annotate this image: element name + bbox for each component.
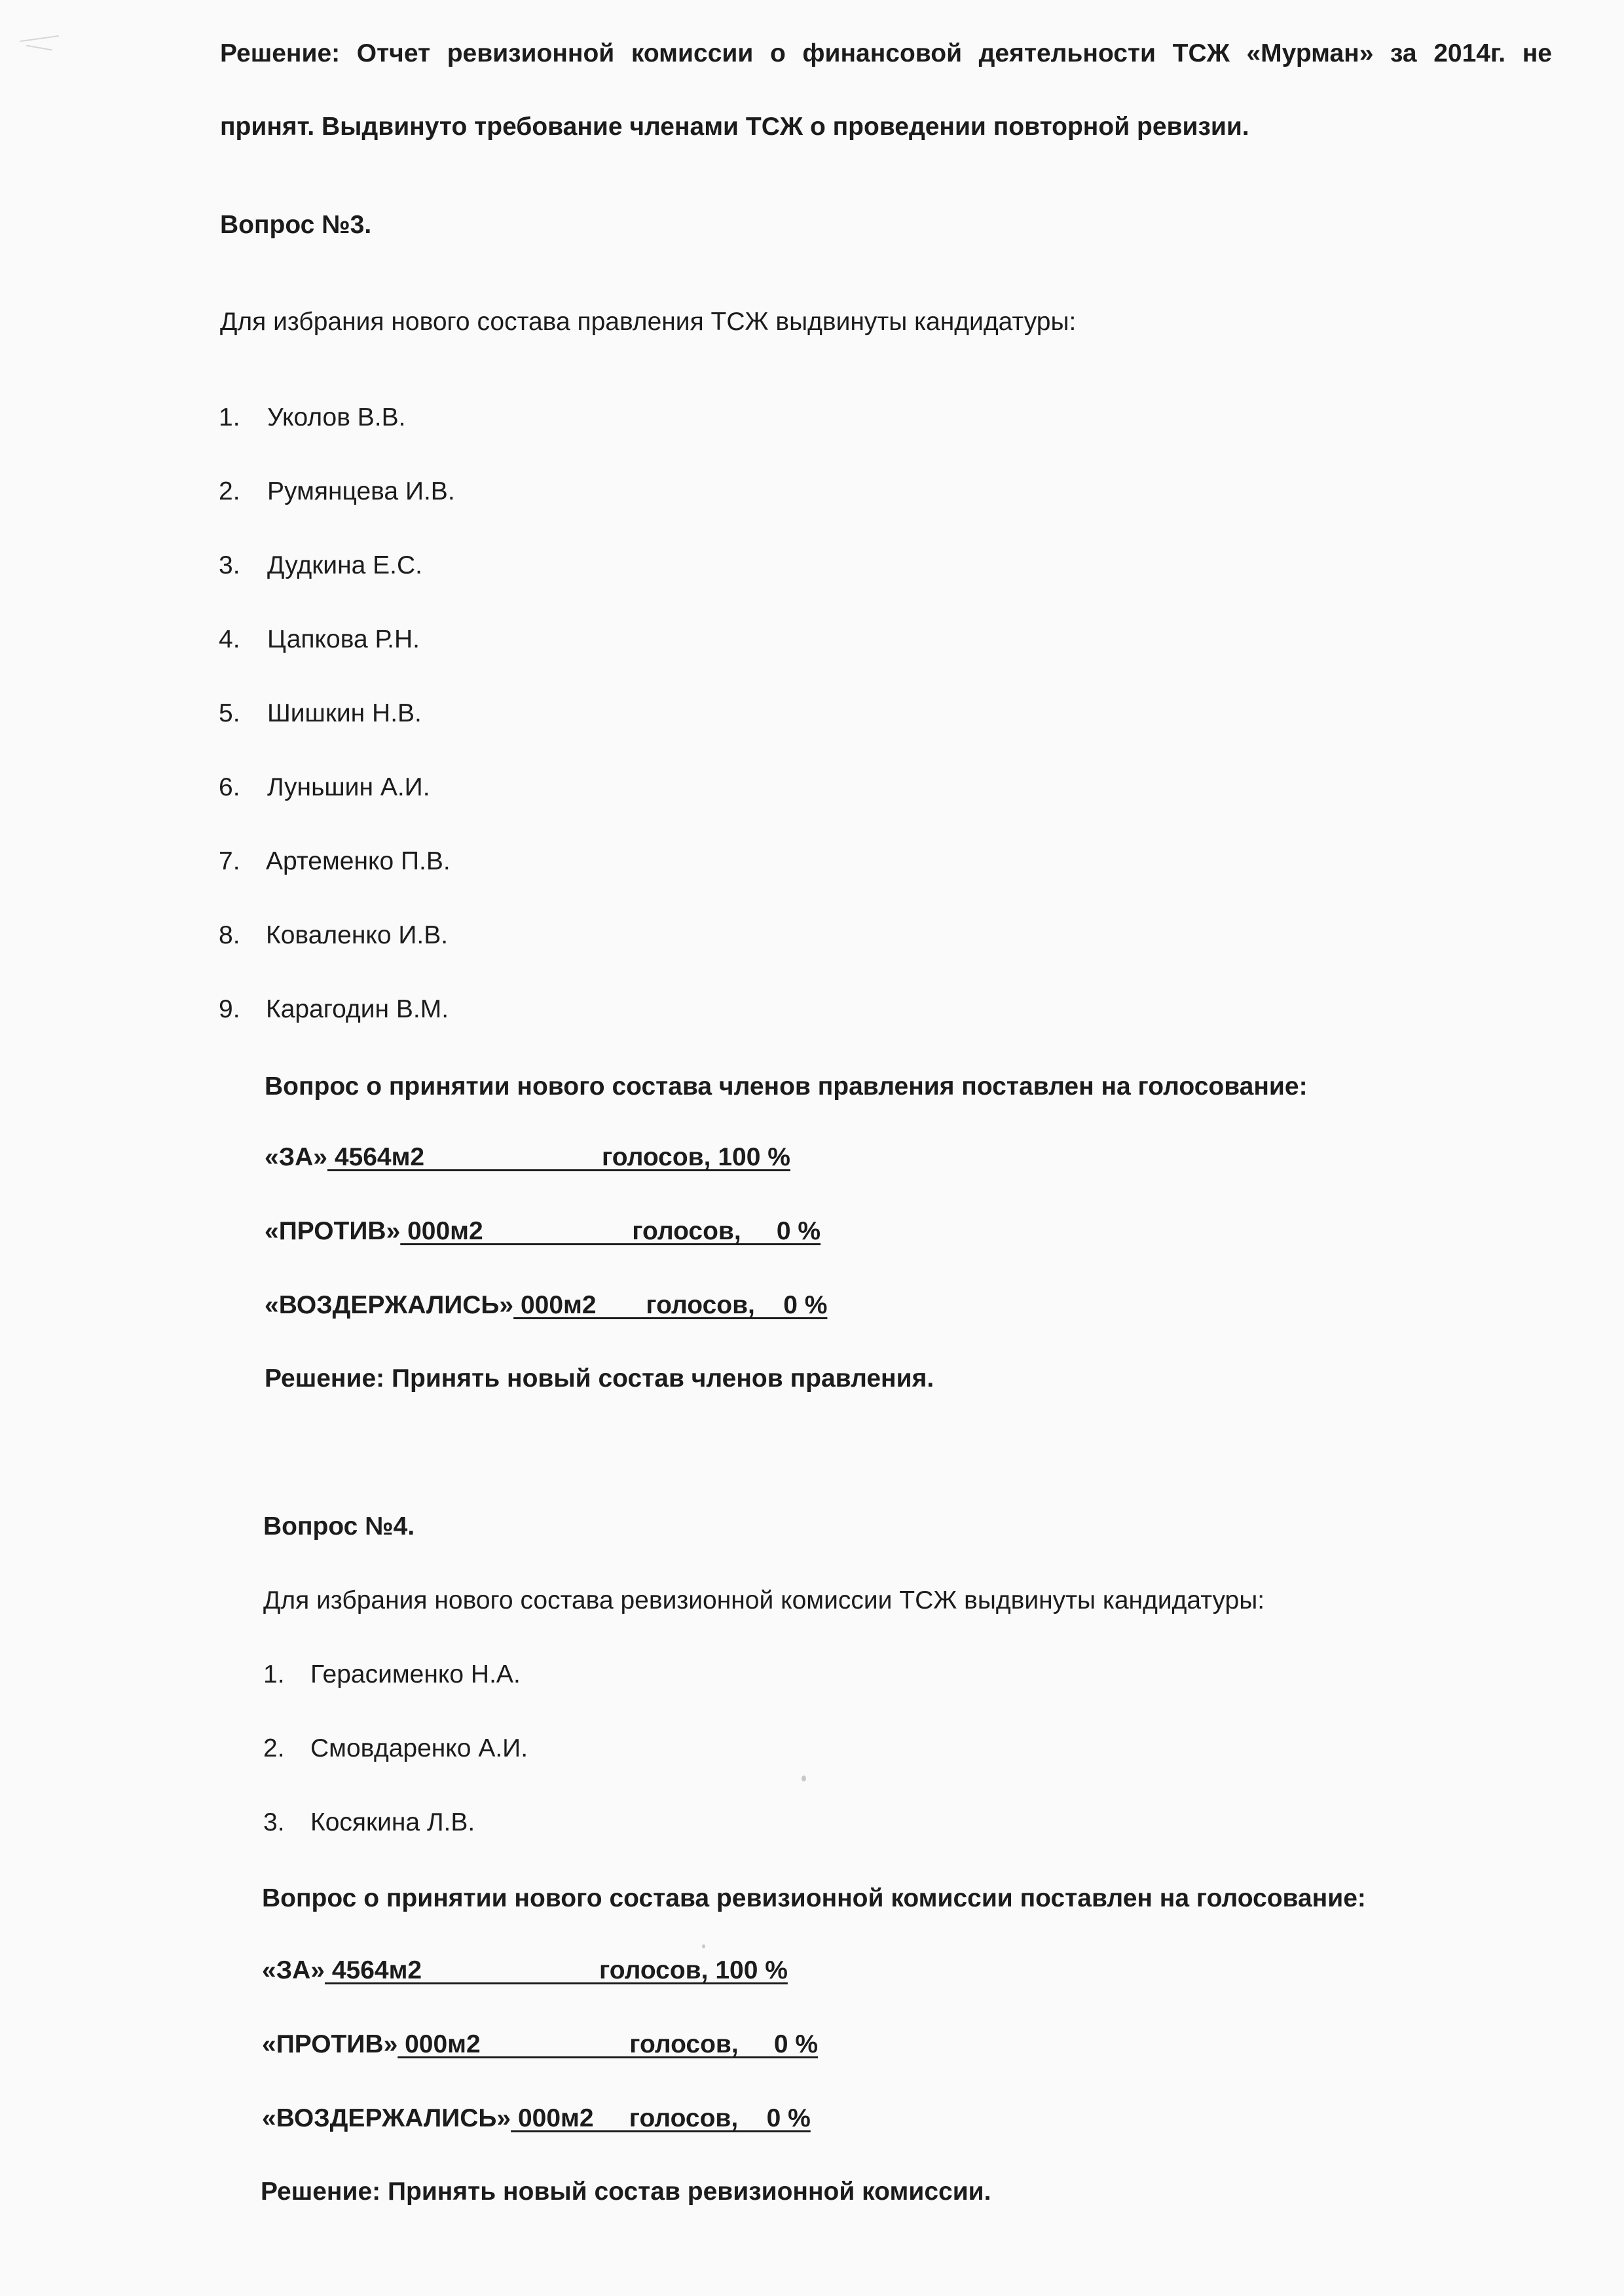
list-number: 3. xyxy=(263,1808,285,1836)
vote-value: 000м2 голосов, 0 % xyxy=(513,1291,828,1319)
list-number: 4. xyxy=(219,625,240,653)
list-number: 1. xyxy=(263,1660,285,1688)
candidate-name: Румянцева И.В. xyxy=(267,477,455,505)
q3-decision: Решение: Принять новый состав членов правления. xyxy=(265,1364,934,1393)
decision-q2-line2: принят. Выдвинуто требование членами ТСЖ о проведении повторной ревизии. xyxy=(220,113,1249,141)
q4-vote-for xyxy=(262,1954,788,1988)
candidate-name: Герасименко Н.А. xyxy=(310,1660,521,1688)
candidate-name: Уколов В.В. xyxy=(267,403,406,431)
q3-vote-against xyxy=(265,1214,821,1248)
list-number: 5. xyxy=(219,699,240,727)
q3-vote-abstain xyxy=(265,1288,827,1322)
list-number: 7. xyxy=(219,847,240,875)
q3-heading: Вопрос №3. xyxy=(220,211,372,239)
vote-value: 4564м2 голосов, 100 % xyxy=(327,1143,790,1171)
list-number: 2. xyxy=(219,477,240,505)
vote-value: 000м2 голосов, 0 % xyxy=(511,2104,811,2132)
list-number: 6. xyxy=(219,773,240,801)
candidate-name: Карагодин В.М. xyxy=(266,995,449,1023)
q3-intro: Для избрания нового состава правления ТСЖ выдвинуты кандидатуры: xyxy=(220,308,1077,336)
q4-vote-prompt: Вопрос о принятии нового состава ревизионной комиссии поставлен на голосование: xyxy=(262,1884,1366,1912)
vote-label: «ПРОТИВ» xyxy=(265,1217,401,1245)
candidate-name: Луньшин А.И. xyxy=(267,773,430,801)
vote-label: «ЗА» xyxy=(265,1143,327,1171)
q4-vote-against xyxy=(262,2028,818,2062)
candidate-name: Коваленко И.В. xyxy=(266,921,449,949)
vote-label: «ЗА» xyxy=(262,1956,325,1984)
q3-vote-for xyxy=(265,1140,790,1175)
scan-mark xyxy=(20,35,59,42)
q4-heading: Вопрос №4. xyxy=(263,1512,415,1540)
candidate-name: Цапкова Р.Н. xyxy=(267,625,420,653)
decision-q2-line1: Решение: Отчет ревизионной комиссии о финансовой деятельности ТСЖ «Мурман» за 2014г. не xyxy=(220,39,1552,67)
vote-label: «ВОЗДЕРЖАЛИСЬ» xyxy=(265,1291,514,1319)
vote-label: «ПРОТИВ» xyxy=(262,2030,398,2058)
list-number: 9. xyxy=(219,995,240,1023)
scan-speck xyxy=(802,1776,806,1781)
vote-value: 000м2 голосов, 0 % xyxy=(400,1217,821,1245)
q4-intro: Для избрания нового состава ревизионной комиссии ТСЖ выдвинуты кандидатуры: xyxy=(263,1586,1265,1614)
scan-speck xyxy=(702,1944,705,1948)
candidate-name: Дудкина Е.С. xyxy=(267,551,422,579)
candidate-name: Артеменко П.В. xyxy=(266,847,451,875)
list-number: 3. xyxy=(219,551,240,579)
vote-label: «ВОЗДЕРЖАЛИСЬ» xyxy=(262,2104,511,2132)
list-number: 1. xyxy=(219,403,240,431)
list-number: 2. xyxy=(263,1734,285,1762)
q4-vote-abstain xyxy=(262,2102,811,2136)
q4-decision: Решение: Принять новый состав ревизионной комиссии. xyxy=(261,2178,991,2206)
candidate-name: Смовдаренко А.И. xyxy=(310,1734,528,1762)
list-number: 8. xyxy=(219,921,240,949)
scan-mark xyxy=(26,45,52,51)
vote-value: 4564м2 голосов, 100 % xyxy=(324,1956,788,1984)
candidate-name: Косякина Л.В. xyxy=(310,1808,475,1836)
candidate-name: Шишкин Н.В. xyxy=(267,699,422,727)
vote-value: 000м2 голосов, 0 % xyxy=(397,2030,819,2058)
q3-vote-prompt: Вопрос о принятии нового состава членов правления поставлен на голосование: xyxy=(265,1072,1308,1101)
